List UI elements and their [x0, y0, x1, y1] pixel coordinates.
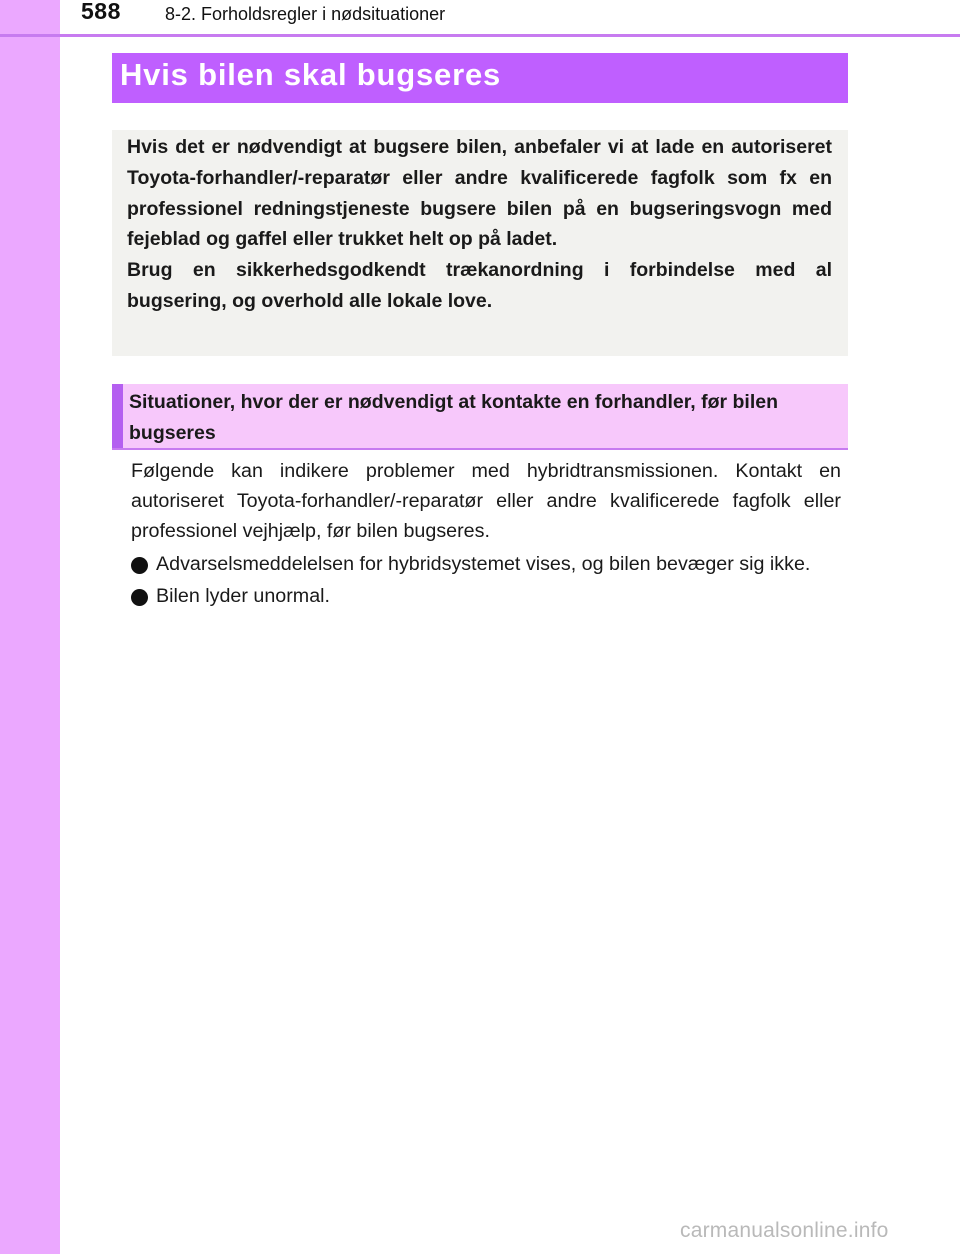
page-title: Hvis bilen skal bugseres	[120, 57, 502, 92]
body-paragraph: Følgende kan indikere problemer med hybridtransmissionen. Kontakt en autoriseret Toyota-forhandler/-reparatør eller andre kvalificerede fagfolk eller professionel vejhjælp, før bilen bugseres.	[131, 460, 841, 543]
bullet-icon	[131, 589, 148, 606]
title-banner	[112, 53, 848, 103]
subsection-body	[131, 456, 841, 614]
subsection-accent-bar	[112, 384, 123, 448]
page-header	[0, 0, 960, 36]
bullet-text: Bilen lyder unormal.	[156, 585, 330, 608]
bullet-icon	[131, 557, 148, 574]
subsection-banner	[112, 384, 848, 450]
page-number: 588	[81, 0, 121, 24]
intro-box	[112, 130, 848, 356]
list-item	[131, 549, 841, 580]
subsection-heading: Situationer, hvor der er nødvendigt at kontakte en forhandler, før bilen bugseres	[129, 391, 779, 444]
intro-paragraph-1: Hvis det er nødvendigt at bugsere bilen, anbefaler vi at lade en autoriseret Toyota-forhandler/-reparatør eller andre kvalificerede fagfolk som fx en professionel redningstjeneste bugsere bilen på en bugseringsvogn med fejeblad og gaffel eller trukket helt op på ladet.	[127, 136, 832, 251]
side-color-strip	[0, 0, 60, 1254]
bullet-list	[131, 549, 841, 613]
section-title: 8-2. Forholdsregler i nødsituationer	[165, 4, 446, 24]
intro-paragraph-2: Brug en sikkerhedsgodkendt trækanordning i forbindelse med al bugsering, og overhold alle lokale love.	[127, 259, 832, 312]
list-item	[131, 581, 841, 612]
bullet-text: Advarselsmeddelelsen for hybridsystemet vises, og bilen bevæger sig ikke.	[156, 552, 811, 575]
watermark: carmanualsonline.info	[680, 1219, 889, 1242]
header-divider	[0, 34, 960, 37]
